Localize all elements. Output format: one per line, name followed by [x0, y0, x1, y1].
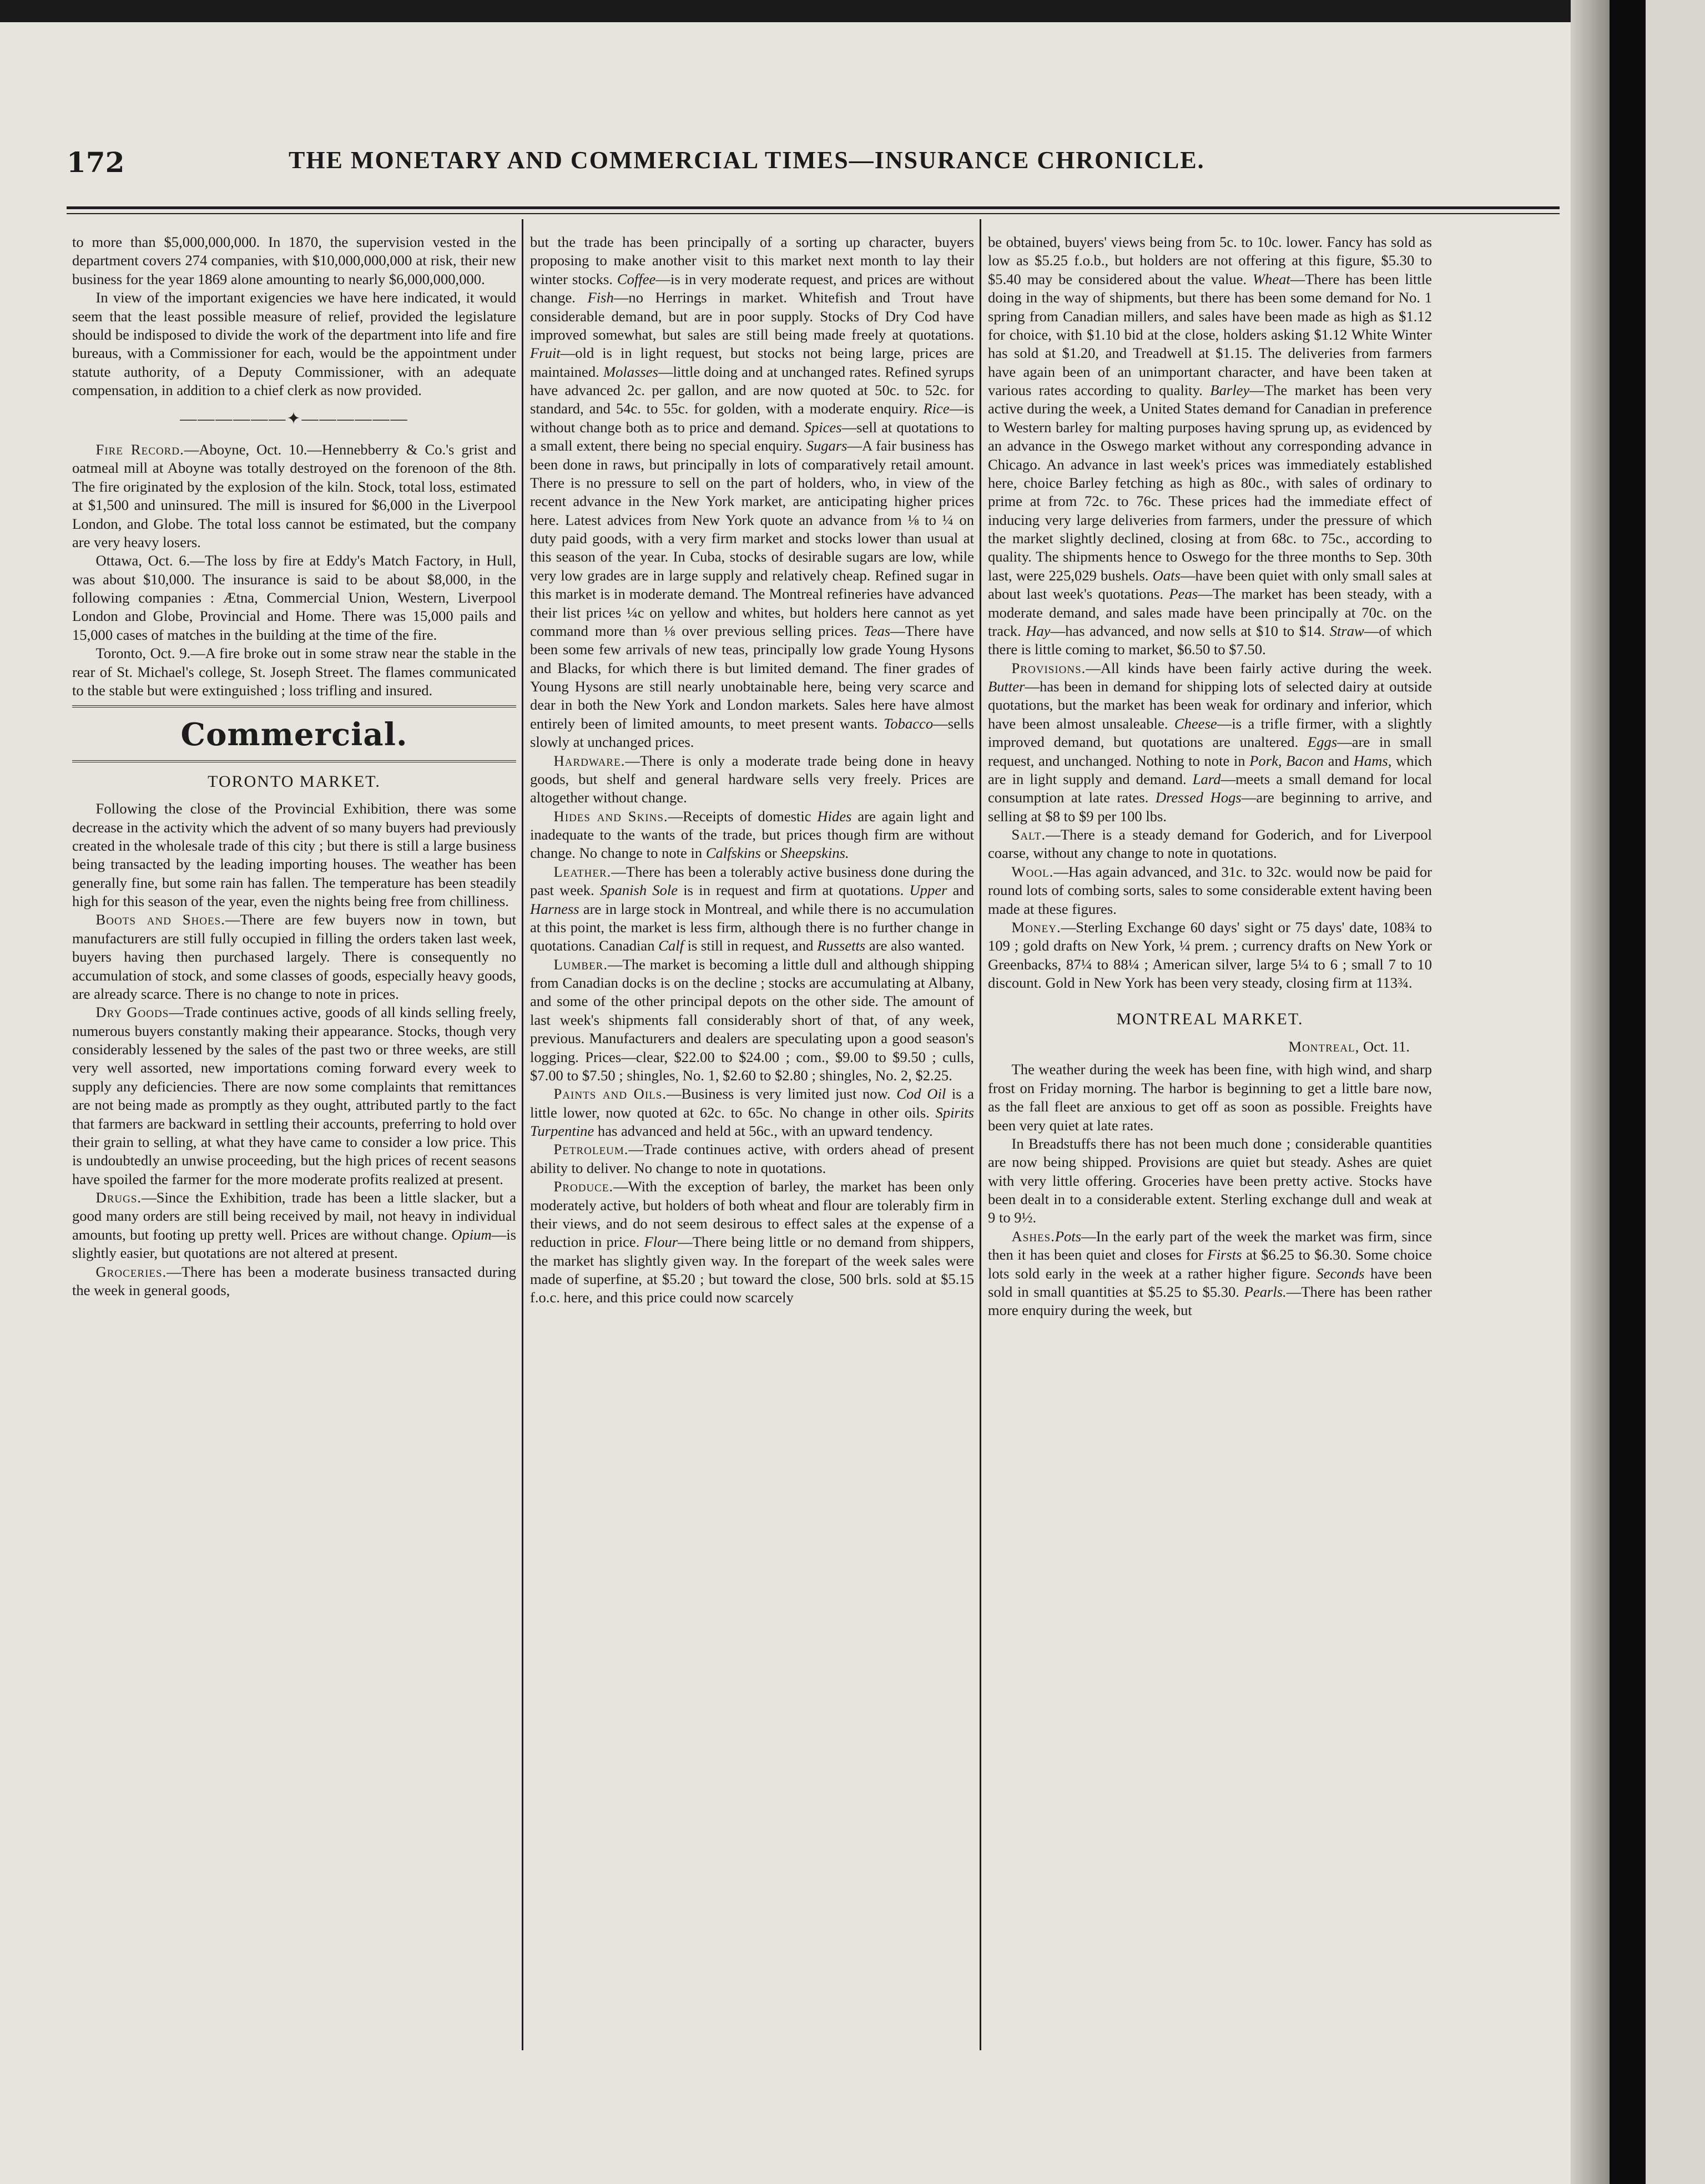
text-run: which are in light supply and demand.: [988, 752, 1432, 787]
text-run: are also wanted.: [869, 937, 965, 954]
section-lead: Boots and Shoes.: [95, 911, 225, 928]
dateline-date: Oct. 11.: [1363, 1038, 1410, 1055]
column-divider-1: [522, 219, 523, 2050]
text-run: —There has been a tolerably active business done during the past week.: [530, 863, 974, 899]
text-run: —There being little or no demand from shippers, the market has slightly given way. In the forepart of the week sales were made of superfine, at $5.20 ; but toward the close, 500 brls. sold at $5.15 f.o.c. here, and this price could now scarcely: [530, 1233, 974, 1306]
paragraph: The weather during the week has been fine, with high wind, and sharp frost on Friday morning. The harbor is beginning to get a little bare now, as the fall fleet are anxious to get off as soon as possible. Freights have been very quiet at late rates.: [988, 1061, 1432, 1134]
item-name: Dressed Hogs: [1155, 789, 1242, 806]
text-run: —is a trifle firmer, with a slightly improved demand, but quotations are unaltered.: [988, 715, 1432, 751]
text-run: is still in request, and: [687, 937, 814, 954]
text-run: —There has been a moderate business transacted during the week in general goods,: [72, 1263, 516, 1298]
groceries-continued: [530, 233, 974, 752]
text-run: —Aboyne, Oct. 10.—Hennebberry & Co.'s grist and oatmeal mill at Aboyne was totally destroyed on the forenoon of the 8th. The fire originated by the explosion of the kiln. Stock, total loss, estimated at $1,500 and uninsured. The mill is insured for $6,000 in the Liverpool London, and Globe. The total loss cannot be estimated, but the company are very heavy losers.: [72, 441, 516, 550]
item-name: Tobacco: [883, 715, 934, 732]
item-name: Peas: [1169, 585, 1198, 603]
text-run: —There are few buyers now in town, but manufacturers are still fully occupied in filling the orders taken last week, buyers having then purchased largely. There is consequently no accumulation of stock, and some classes of goods, especially heavy goods, are already scarce. There is no change to note in prices.: [72, 911, 516, 1002]
text-run: —meets a small demand for local consumption at late rates.: [988, 770, 1432, 806]
dateline-place: Montreal,: [1288, 1038, 1360, 1055]
text-run: —With the exception of barley, the market has been only moderately active, but holders of both wheat and flour are tolerably firm in their views, and do not seem desirous to effect sales at the expense of a reduction in price.: [530, 1178, 974, 1251]
provisions: [988, 659, 1432, 826]
item-name: Spirits Turpentine: [530, 1104, 974, 1139]
section-lead: Dry Goods: [95, 1004, 169, 1021]
text-run: —are in small request, and unchanged. Nothing to note in: [988, 734, 1432, 769]
page-number: 172: [67, 146, 125, 179]
item-name: Fish: [587, 289, 614, 306]
header-rule-bottom: [67, 213, 1560, 214]
text-run: and: [952, 882, 974, 899]
scan-top-border: [0, 0, 1610, 22]
section-lead: Ashes.: [1011, 1227, 1055, 1245]
item-name: Oats: [1152, 567, 1181, 584]
item-name: Flour: [644, 1233, 678, 1251]
groceries: [72, 1263, 516, 1300]
section-lead: Produce.: [553, 1178, 614, 1195]
item-name: Calfskins: [705, 845, 761, 862]
item-name: Calf: [658, 937, 684, 954]
section-lead: Hardware.: [553, 752, 625, 769]
produce-continued: [988, 233, 1432, 659]
text-run: —has advanced, and now sells at $10 to $14.: [1050, 622, 1325, 639]
fire-record-toronto: Toronto, Oct. 9.—A fire broke out in some straw near the stable in the rear of St. Michael's college, St. Joseph Street. The flames communicated to the stable but were extinguished ; loss trifling and insured.: [72, 645, 516, 699]
wool: [988, 863, 1432, 918]
text-run: —Receipts of domestic: [668, 807, 811, 825]
item-name: Coffee: [617, 270, 656, 287]
montreal-dateline: [988, 1038, 1410, 1056]
lumber: [530, 956, 974, 1085]
section-lead: Groceries.: [95, 1263, 167, 1280]
text-run: —no Herrings in market. Whitefish and Trout have considerable demand, but are in poor supply. Stocks of Dry Cod have improved somewhat, but sales are still being made freely at quotations.: [530, 289, 974, 343]
dry-goods: [72, 1003, 516, 1189]
money: [988, 918, 1432, 993]
text-run: —A fair business has been done in raws, but principally in lots of comparatively retail amount. There is no pressure to sell on the part of holders, who, in view of the recent advance in the New York market, are anticipating higher prices here. Latest advices from New York quote an advance from ⅛ to ¼ on duty paid goods, with a very firm market and stocks lower than usual at this season of the year. In Cuba, stocks of desirable sugars are low, while very low grades are in large supply and relatively cheap. Refined sugar in this market is in moderate demand. The Montreal refineries have advanced their list prices ¼c on yellow and whites, but holders here cannot as yet command more than ⅛ over previous selling prices.: [530, 437, 975, 639]
text-run: —In the early part of the week the market was firm, since then it has been quiet and closes for: [988, 1227, 1432, 1263]
text-run: —of which there is little coming to market, $6.50 to $7.50.: [988, 622, 1432, 658]
item-name: Eggs: [1307, 734, 1338, 751]
section-lead: Money.: [1011, 918, 1061, 936]
ashes: [988, 1227, 1432, 1320]
text-run: is in request and firm at quotations.: [683, 882, 904, 899]
item-name: Spices: [804, 418, 842, 436]
text-run: —sells slowly at unchanged prices.: [530, 715, 974, 751]
column-1: [72, 233, 516, 1300]
text-run: be obtained, buyers' views being from 5c. to 10c. lower. Fancy has sold as low as $5.25 f.o.b., but holders are not offering at this figure, $5.30 to $5.40 may be considered about the value.: [988, 234, 1432, 287]
item-name: Firsts: [1207, 1246, 1242, 1263]
paragraph: In view of the important exigencies we have here indicated, it would seem that the least possible measure of relief, provided the legislature should be indisposed to divide the work of the department into life and fire bureaus, with a Commissioner for each, would be the appointment under statute authority, of a Deputy Commissioner, with an adequate compensation, in addition to a chief clerk as now provided.: [72, 289, 516, 398]
drugs: [72, 1189, 516, 1263]
column-2: [530, 233, 974, 1307]
item-name: Opium: [451, 1226, 492, 1243]
section-rule: [72, 705, 516, 707]
text-run: —is in very moderate request, and prices are without change.: [530, 270, 974, 306]
commercial-heading: Commercial.: [180, 716, 408, 754]
item-name: Sugars: [806, 437, 848, 454]
paragraph: to more than $5,000,000,000. In 1870, the supervision vested in the department covers 274 companies, with $10,000,000,000 at risk, their new business for the year 1869 alone amounting to nearly $6,000,000,000.: [72, 234, 516, 287]
section-lead: Hides and Skins.: [553, 807, 668, 825]
paragraph: In Breadstuffs there has not been much done ; considerable quantities are now being shipped. Provisions are quiet but steady. Ashes are quiet with very little offering. Groceries have been pretty active. Stocks have been dealt in to a considerable extent. Sterling exchange dull and weak at 9 to 9½.: [988, 1135, 1432, 1226]
text-run: —Since the Exhibition, trade has been a little slacker, but a good many orders are still being received by mail, not heavy in individual amounts, but footing up pretty well. Prices are without change.: [72, 1189, 516, 1243]
item-name: Spanish Sole: [599, 882, 678, 899]
text-run: at $6.25 to $6.30. Some choice lots sold early in the week at a rather higher figure.: [988, 1246, 1432, 1282]
text-run: —Business is very limited just now.: [667, 1085, 891, 1103]
montreal-market-title: MONTREAL MARKET.: [1116, 1010, 1304, 1029]
text-run: —sell at quotations to a small extent, there being no special enquiry.: [530, 418, 974, 454]
text-run: or: [764, 845, 777, 862]
item-name: Pots: [1055, 1227, 1082, 1245]
binding-shadow: [1571, 0, 1610, 2184]
section-lead: Salt.: [1011, 826, 1046, 843]
text-run: —has been in demand for shipping lots of selected dairy at outside quotations, but the market has been weak for ordinary and inferior, which have been almost unsaleable.: [988, 678, 1432, 732]
running-head: THE MONETARY AND COMMERCIAL TIMES—INSURANCE CHRONICLE.: [289, 146, 1205, 174]
text-run: —The market has been steady, with a moderate demand, and sales made have been principally at 70c. on the track.: [988, 585, 1432, 639]
item-name: Pearls.: [1244, 1283, 1287, 1300]
item-name: Harness: [530, 900, 579, 917]
hides-and-skins: [530, 807, 974, 863]
facing-page-edge: [1646, 0, 1705, 2184]
salt: [988, 826, 1432, 863]
text-run: —are beginning to arrive, and selling at $8 to $9 per 100 lbs.: [988, 789, 1432, 825]
text-run: —The market has been very active during the week, a United States demand for Canadian in preference to Western barley for malting purposes having sprung up, as evidenced by an advance in the Oswego market without any corresponding advance in Chicago. An advance in last week's prices was immediately established here, choice Barley fetching as high as 80c., with sales of ordinary to prime at from 72c. to 76c. These prices had the immediate effect of inducing very large deliveries from farmers, under the pressure of which the market slightly declined, closing at from 68c. to 75c., according to quality. The shipments hence to Oswego for the three months to Sep. 30th last, were 225,029 bushels.: [988, 382, 1432, 584]
section-lead: Drugs.: [95, 1189, 142, 1206]
item-name: Hay: [1026, 622, 1051, 639]
text-run: —Trade continues active, goods of all kinds selling freely, numerous buyers constantly making their appearance. Stocks, though very considerably lessened by the sales of the past two or three weeks, are still very well assorted, new importations coming forward every week to supply any deficiencies. There are now some complaints that remittances are not being made as promptly as they ought, attributed partly to the fact that farmers are backward in settling their accounts, preferring to hold over their grain to selling, at what they have came to consider a low price. This is undoubtedly an unwise proceeding, but the high prices of recent seasons have spoiled the farmer for the more moderate profits realized at present.: [72, 1004, 516, 1187]
item-name: Russetts: [817, 937, 866, 954]
text-run: —All kinds have been fairly active during the week.: [1086, 659, 1432, 676]
text-run: —Trade continues active, with orders ahead of present ability to deliver. No change to note in quotations.: [530, 1141, 974, 1176]
section-lead: Fire Record.: [95, 441, 184, 458]
page-header: [67, 141, 1543, 191]
item-name: Teas: [864, 622, 891, 639]
item-name: Hams,: [1353, 752, 1392, 769]
boots-and-shoes: [72, 911, 516, 1003]
item-name: Sheepskins.: [780, 845, 849, 862]
item-name: Seconds: [1316, 1265, 1365, 1282]
item-name: Cheese: [1174, 715, 1217, 732]
item-name: Rice: [923, 400, 950, 417]
item-name: Molasses: [603, 363, 658, 380]
section-lead: Leather.: [553, 863, 612, 880]
item-name: Hides: [817, 807, 852, 825]
column-divider-2: [980, 219, 981, 2050]
text-run: have been sold in small quantities at $5.25 to $5.30.: [988, 1265, 1432, 1300]
section-lead: Petroleum.: [553, 1141, 629, 1158]
text-run: —Has again advanced, and 31c. to 32c. would now be paid for round lots of combing sorts, sales to some considerable extent having been made at these figures.: [988, 863, 1432, 917]
text-run: —There has been little doing in the way of shipments, but there has been some demand for No. 1 spring from Canadian millers, and sales have been made as high as $1.12 for choice, with $1.10 bid at the close, holders asking $1.12 White Winter has sold at $1.20, and Treadwell at $1.15. The deliveries from farmers have again been of an unimportant character, and have been taken at various rates according to quality.: [988, 270, 1432, 398]
item-name: Butter: [988, 678, 1025, 695]
text-run: are in large stock in Montreal, and while there is no accumulation at this point, the market is less firm, although there is no further change in quotations. Canadian: [530, 900, 974, 954]
petroleum: [530, 1140, 974, 1177]
text-run: —little doing and at unchanged rates. Refined syrups have advanced 2c. per gallon, and are now quoted at 50c. to 52c. for standard, and 54c. to 55c. for golden, with a moderate enquiry.: [530, 363, 974, 417]
section-rule: [72, 760, 516, 762]
paints-and-oils: [530, 1085, 974, 1140]
fire-record-aboyne: [72, 441, 516, 552]
text-run: —There is a steady demand for Goderich, and for Liverpool coarse, without any change to note in quotations.: [988, 826, 1432, 862]
section-lead: Provisions.: [1011, 659, 1086, 676]
text-run: —is without change both as to price and demand.: [530, 400, 974, 436]
item-name: Upper: [909, 882, 947, 899]
text-run: and: [1328, 752, 1350, 769]
header-rule-top: [67, 206, 1560, 209]
text-run: —is slightly easier, but quotations are not altered at present.: [72, 1226, 516, 1262]
toronto-market-title: TORONTO MARKET.: [208, 772, 381, 791]
text-run: —There is only a moderate trade being done in heavy goods, but shelf and general hardware sells very freely. Prices are altogether without change.: [530, 752, 974, 806]
item-name: Lard: [1192, 770, 1221, 787]
column-3: [988, 233, 1432, 1320]
text-run: are again light and inadequate to the wants of the trade, but prices though firm are without change. No change to note in: [530, 807, 975, 862]
item-name: Pork, Bacon: [1249, 752, 1324, 769]
text-run: —There has been rather more enquiry during the week, but: [988, 1283, 1432, 1319]
item-name: Fruit: [530, 345, 561, 362]
text-run: —old is in light request, but stocks not being large, prices are maintained.: [530, 345, 974, 380]
section-lead: Wool.: [1011, 863, 1054, 880]
produce: [530, 1177, 974, 1307]
text-run: is a little lower, now quoted at 62c. to 65c. No change in other oils.: [530, 1085, 974, 1121]
section-lead: Paints and Oils.: [553, 1085, 667, 1103]
text-run: but the trade has been principally of a sorting up character, buyers proposing to make another visit to this market next month to lay their winter stocks.: [530, 234, 974, 287]
section-lead: Lumber.: [553, 956, 608, 973]
item-name: Straw: [1329, 622, 1364, 639]
text-run: —There have been some few arrivals of new teas, principally low grade Young Hysons and Blacks, for which there is but limited demand. The finer grades of Young Hysons are still nearly unobtainable here, being very scarce and dear in both the New York and London markets. Sales here have almost entirely been of limited amounts, to meet present wants.: [530, 622, 974, 732]
item-name: Cod Oil: [896, 1085, 946, 1103]
text-run: has advanced and held at 56c., with an upward tendency.: [597, 1123, 933, 1139]
paragraph: Following the close of the Provincial Exhibition, there was some decrease in the activity which the advent of so many buyers had previously created in the wholesale trade of this city ; but there is still a large business being transacted by the leading importing houses. The weather has been generally fine, but some rain has fallen. The temperature has been steadily high for this season of the year, even the nights being free from chilliness.: [72, 800, 516, 910]
text-run: —have been quiet with only small sales at about last week's quotations.: [988, 567, 1432, 603]
section-ornament: ——————✦——————: [180, 410, 408, 428]
hardware: [530, 752, 974, 807]
item-name: Barley: [1210, 382, 1250, 398]
leather: [530, 863, 974, 956]
fire-record-ottawa: Ottawa, Oct. 6.—The loss by fire at Eddy's Match Factory, in Hull, was about $10,000. The insurance is said to be about $8,000, in the following companies : Ætna, Commercial Union, Western, Liverpool London and Globe, Provincial and Home. There was 15,000 pails and 15,000 cases of matches in the building at the time of the fire.: [72, 552, 516, 643]
text-run: —The market is becoming a little dull and although shipping from Canadian docks is on the decline ; stocks are accumulating at Albany, and some of the other principal depots on the other side. The amount of last week's shipments fall considerably short of that, of any week, previous. Manufacturers and dealers are speculating upon a good season's logging. Prices—clear, $22.00 to $24.00 ; com., $9.00 to $9.50 ; culls, $7.00 to $7.50 ; shingles, No. 1, $2.60 to $2.80 ; shingles, No. 2, $2.25.: [530, 956, 974, 1084]
text-run: —Sterling Exchange 60 days' sight or 75 days' date, 108¾ to 109 ; gold drafts on New York, ¼ prem. ; currency drafts on New York or Greenbacks, 87¼ to 88¼ ; American silver, large 5¼ to 6 ; small 7 to 10 discount. Gold in New York has been very steady, closing firm at 113¾.: [988, 918, 1432, 991]
item-name: Wheat: [1252, 270, 1290, 287]
